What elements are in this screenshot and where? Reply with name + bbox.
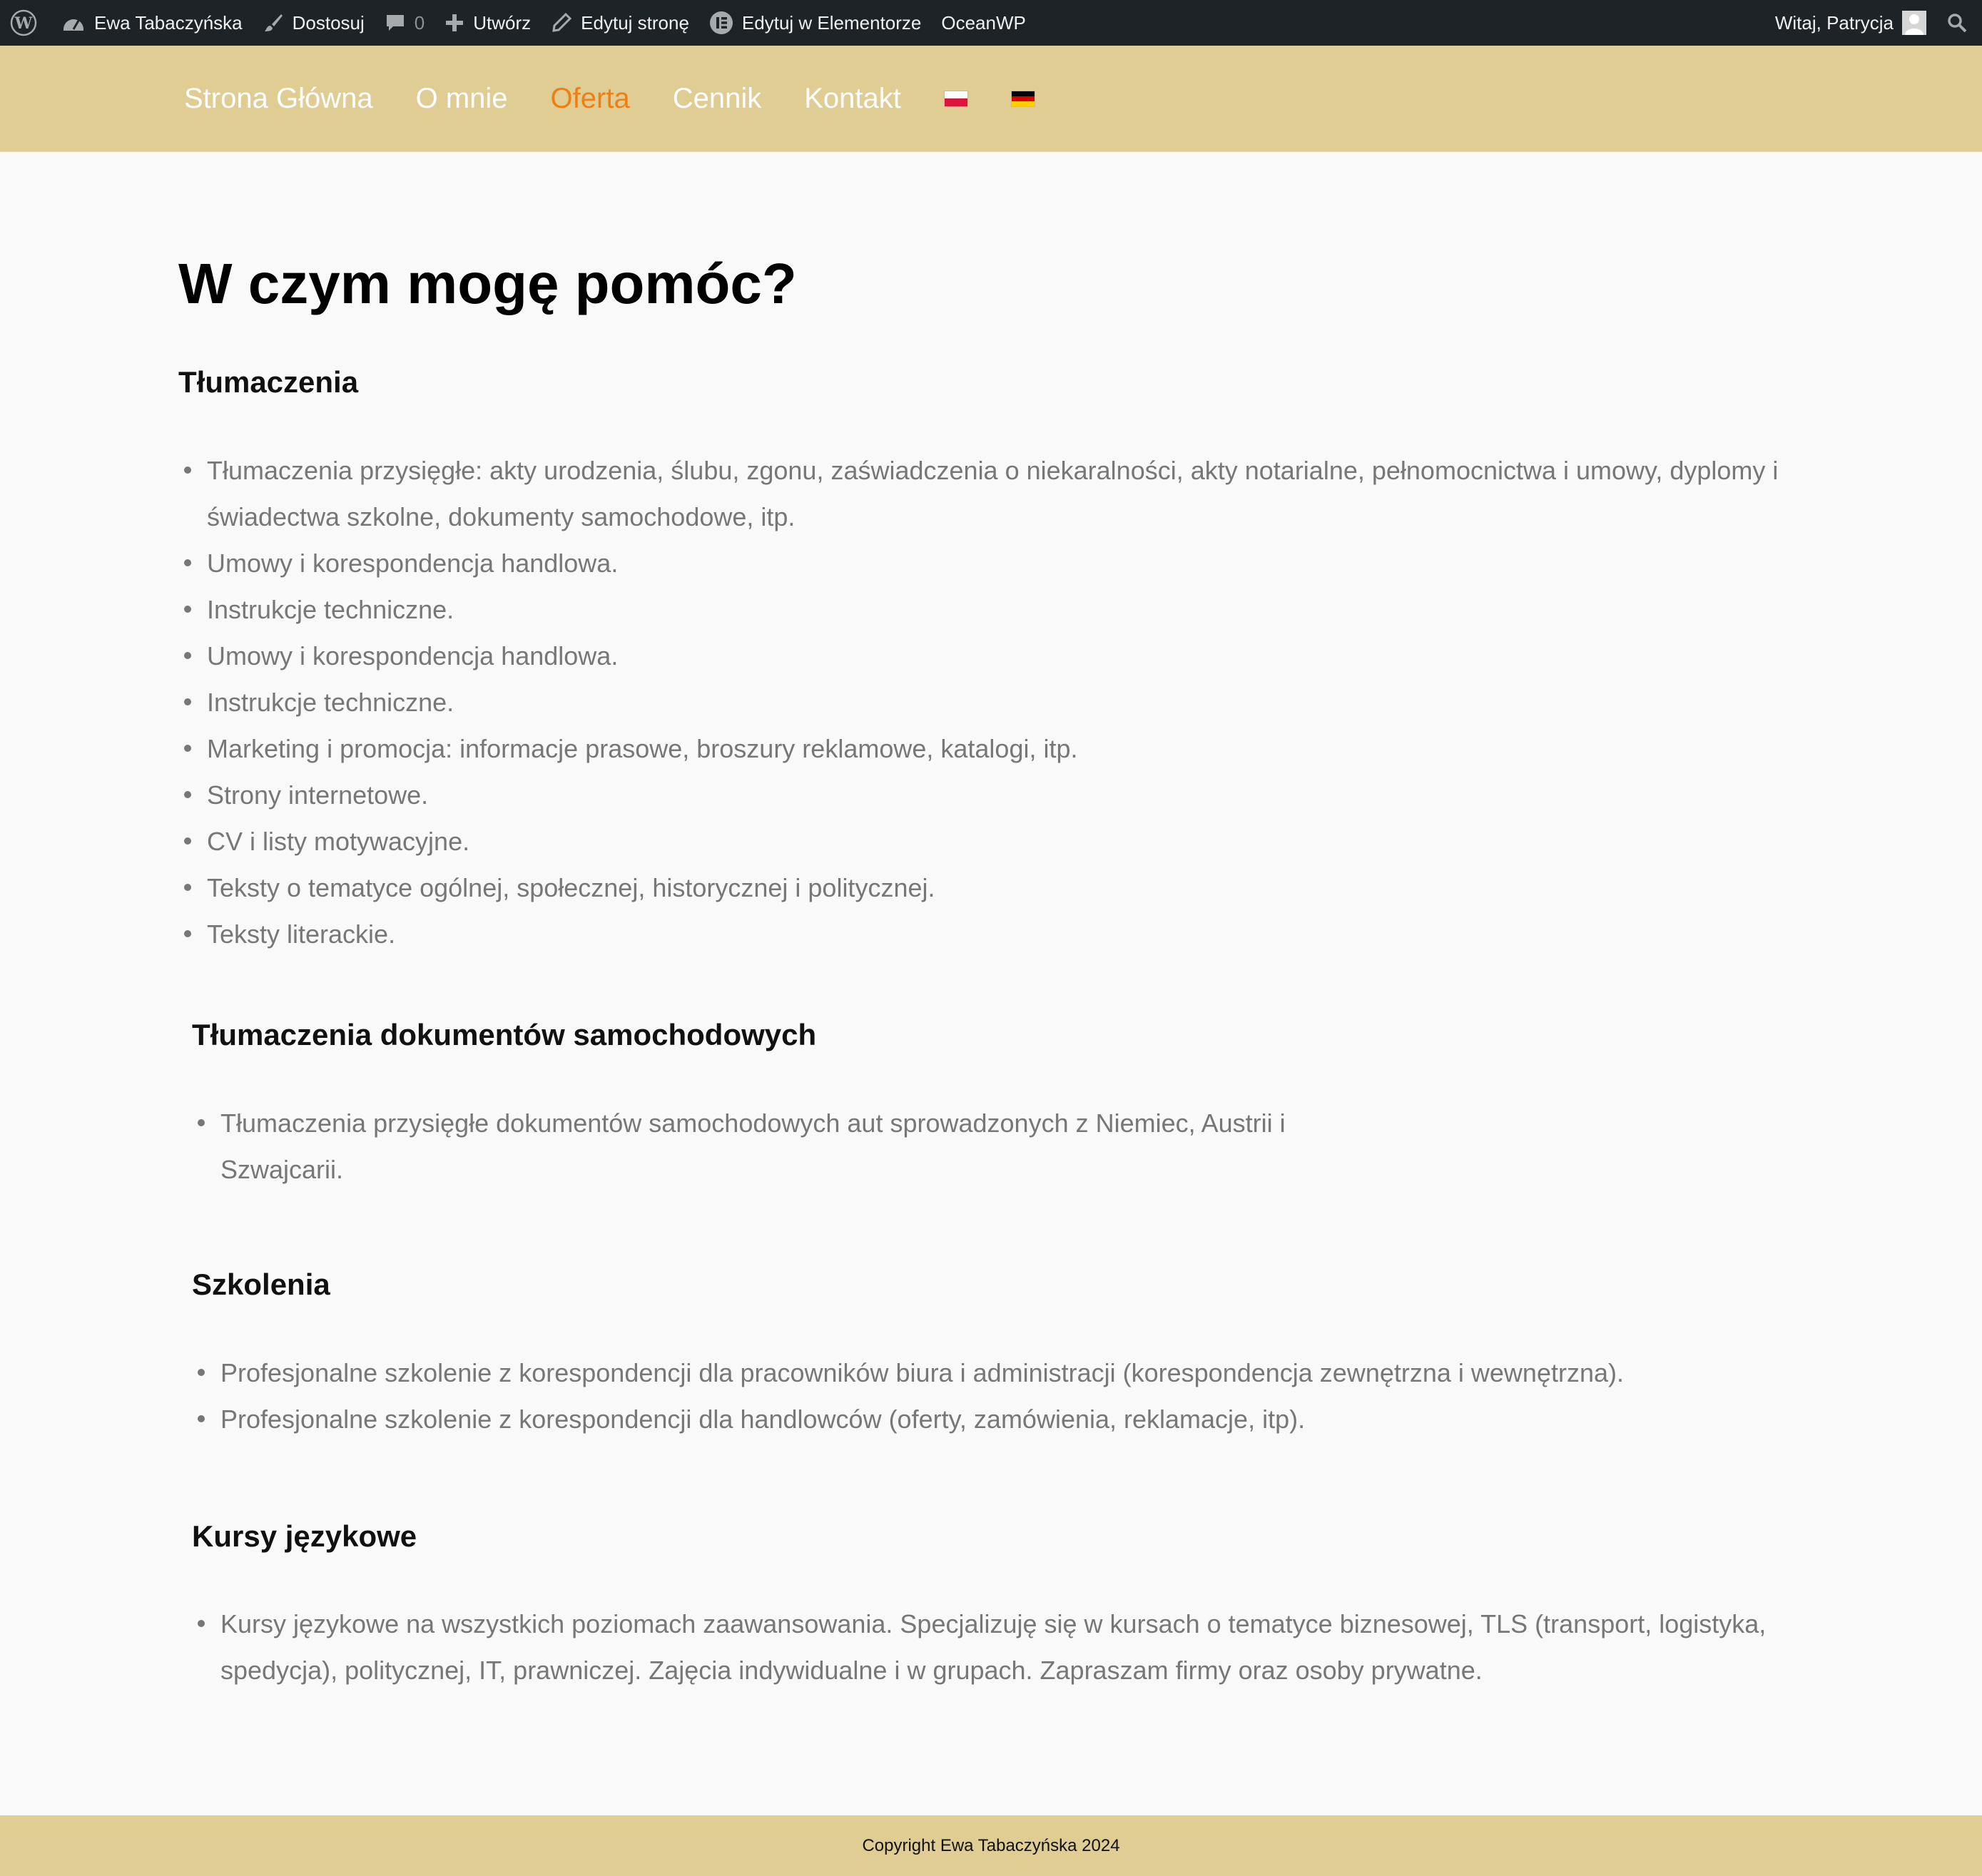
- list-item: Instrukcje techniczne.: [178, 586, 1791, 633]
- list-item: Teksty o tematyce ogólnej, społecznej, historycznej i politycznej.: [178, 865, 1791, 911]
- translations-list: [178, 447, 1791, 957]
- comments-button[interactable]: [375, 0, 434, 46]
- list-item: Tłumaczenia przysięgłe dokumentów samochodowych aut sprowadzonych z Niemiec, Austrii i Szwajcarii.: [192, 1100, 1319, 1193]
- trainings-list: [192, 1350, 1833, 1442]
- edit-page-label: Edytuj stronę: [581, 11, 689, 34]
- wordpress-logo-button[interactable]: [0, 0, 47, 46]
- car-documents-list: [192, 1100, 1319, 1193]
- copyright-text: Copyright Ewa Tabaczyńska 2024: [862, 1835, 1120, 1855]
- nav-item-pricing[interactable]: Cennik: [672, 82, 762, 114]
- plus-icon: [444, 13, 464, 33]
- site-footer: [0, 1815, 1982, 1876]
- my-account-menu[interactable]: [1765, 0, 1936, 46]
- pencil-icon: [551, 12, 572, 34]
- edit-elementor-label: Edytuj w Elementorze: [741, 11, 922, 34]
- comments-count: 0: [414, 11, 425, 34]
- main-navigation: [163, 46, 1057, 151]
- wp-admin-bar: [0, 0, 1982, 46]
- svg-text:W: W: [14, 14, 33, 33]
- list-item: Teksty literackie.: [178, 911, 1791, 957]
- nav-item-about[interactable]: O mnie: [415, 82, 508, 114]
- new-content-button[interactable]: [434, 0, 541, 46]
- nav-item-contact[interactable]: Kontakt: [804, 82, 901, 114]
- admin-search-button[interactable]: [1936, 0, 1982, 46]
- section-heading-translations: Tłumaczenia: [178, 365, 359, 399]
- dashboard-icon: [61, 12, 86, 34]
- site-name-label: Ewa Tabaczyńska: [94, 11, 243, 34]
- oceanwp-label: OceanWP: [941, 11, 1026, 34]
- edit-page-button[interactable]: [541, 0, 699, 46]
- avatar: [1902, 11, 1926, 35]
- edit-elementor-button[interactable]: [699, 0, 931, 46]
- list-item: Profesjonalne szkolenie z korespondencji dla handlowców (oferty, zamówienia, reklamacje, itp).: [192, 1396, 1833, 1442]
- page-title: W czym mogę pomóc?: [178, 252, 797, 315]
- customize-label: Dostosuj: [292, 11, 365, 34]
- wordpress-icon: [10, 9, 37, 36]
- section-heading-trainings: Szkolenia: [192, 1268, 330, 1301]
- new-content-label: Utwórz: [473, 11, 532, 34]
- list-item: Instrukcje techniczne.: [178, 679, 1791, 725]
- elementor-icon: [709, 11, 733, 35]
- list-item: Marketing i promocja: informacje prasowe, broszury reklamowe, katalogi, itp.: [178, 725, 1791, 772]
- de-flag-icon[interactable]: [1011, 91, 1035, 107]
- list-item: Strony internetowe.: [178, 772, 1791, 818]
- greeting-label: Witaj, Patrycja: [1774, 11, 1894, 34]
- customize-button[interactable]: [253, 0, 375, 46]
- pl-flag-icon[interactable]: [944, 91, 968, 107]
- language-courses-list: [192, 1601, 1797, 1693]
- site-name-menu[interactable]: [51, 0, 253, 46]
- list-item: Umowy i korespondencja handlowa.: [178, 540, 1791, 586]
- comment-icon: [385, 12, 406, 34]
- section-heading-language-courses: Kursy językowe: [192, 1519, 417, 1553]
- list-item: Tłumaczenia przysięgłe: akty urodzenia, ślubu, zgonu, zaświadczenia o niekaralności, akty notarialne, pełnomocnictwa i umowy, dyplomy i świadectwa szkolne, dokumenty samochodowe, itp.: [178, 447, 1791, 540]
- oceanwp-menu[interactable]: [931, 0, 1036, 46]
- list-item: Umowy i korespondencja handlowa.: [178, 633, 1791, 679]
- nav-item-home[interactable]: Strona Główna: [184, 82, 373, 114]
- nav-item-offer[interactable]: Oferta: [550, 82, 630, 114]
- list-item: CV i listy motywacyjne.: [178, 818, 1791, 865]
- search-icon: [1946, 12, 1968, 34]
- site-header: [0, 46, 1982, 152]
- paintbrush-icon: [263, 12, 284, 34]
- list-item: Profesjonalne szkolenie z korespondencji dla pracowników biura i administracji (korespondencja zewnętrzna i wewnętrzna).: [192, 1350, 1833, 1396]
- section-heading-car-documents: Tłumaczenia dokumentów samochodowych: [192, 1018, 817, 1051]
- list-item: Kursy językowe na wszystkich poziomach zaawansowania. Specjalizuję się w kursach o tematyce biznesowej, TLS (transport, logistyka, spedycja), politycznej, IT, prawniczej. Zajęcia indywidualne i w grupach. Zapraszam firmy oraz osoby prywatne.: [192, 1601, 1797, 1693]
